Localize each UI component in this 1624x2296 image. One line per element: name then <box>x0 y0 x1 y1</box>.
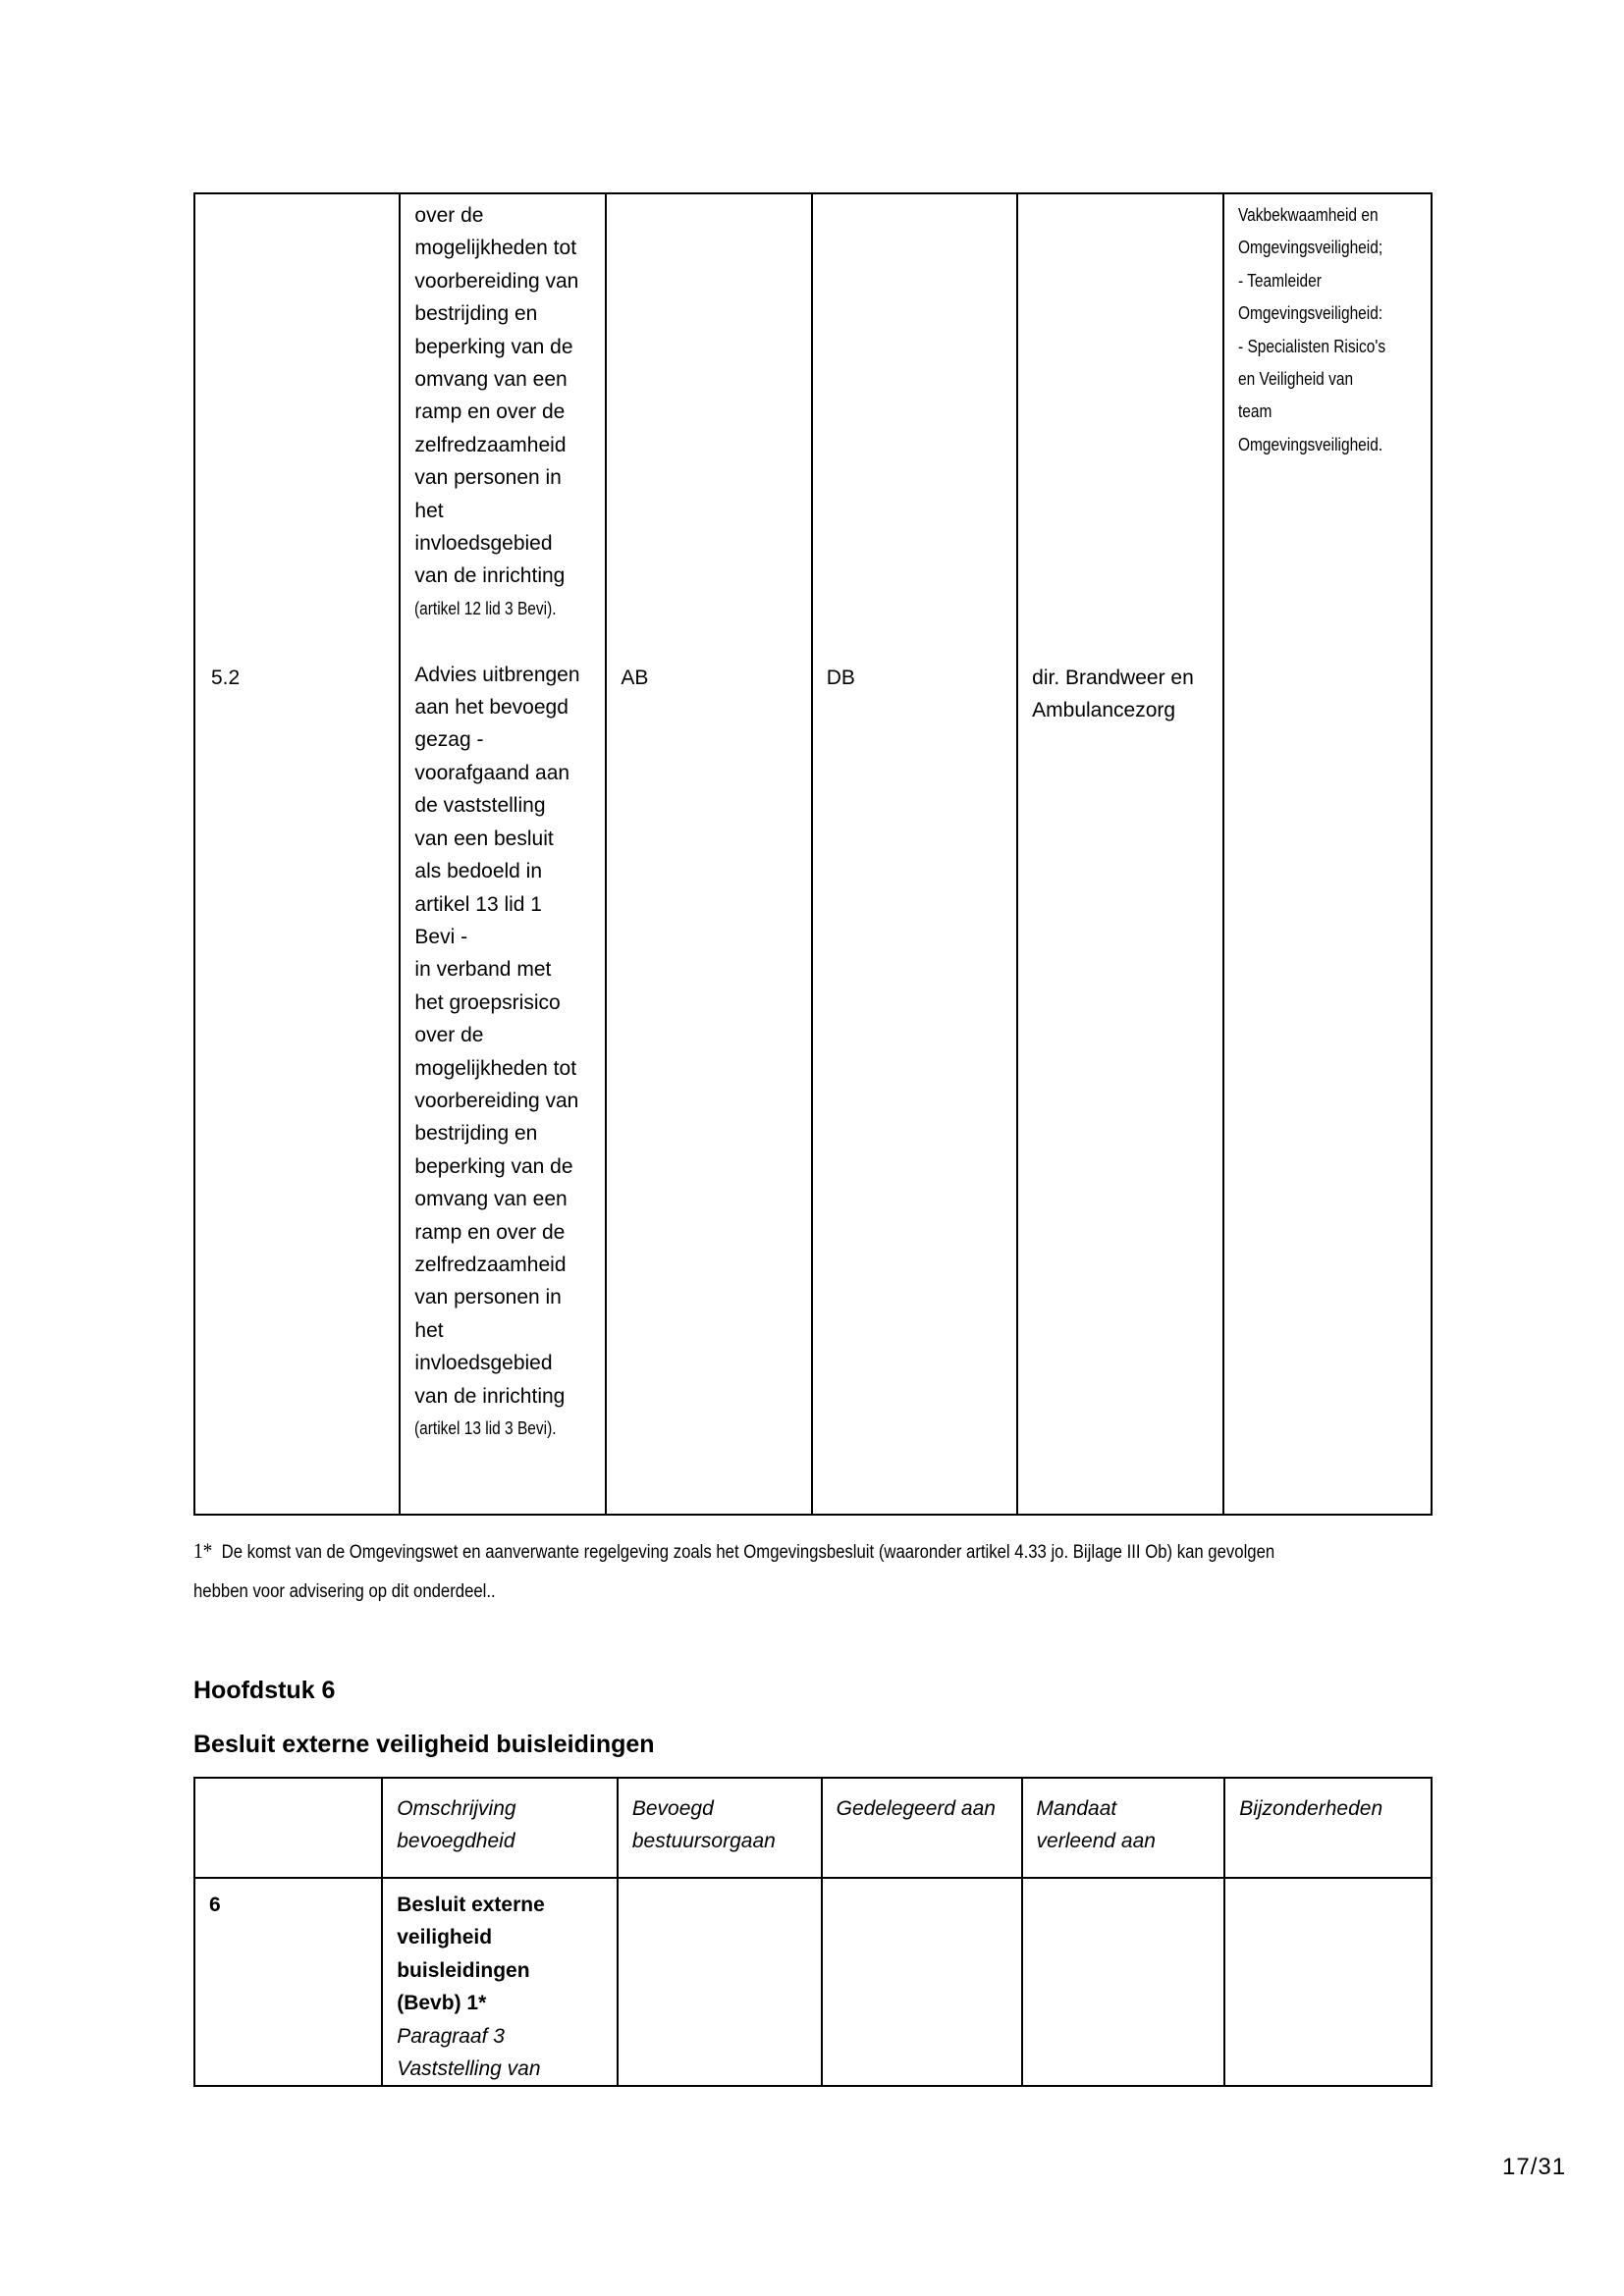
particulars-text <box>1238 199 1431 461</box>
chapter-heading: Hoofdstuk 6 <box>193 1677 336 1704</box>
text-line: zelfredzaamheid <box>414 433 567 456</box>
legal-reference: (artikel 12 lid 3 Bevi). <box>414 598 557 618</box>
header-label: Omschrijving <box>397 1797 516 1820</box>
text-line: in verband met <box>414 958 552 982</box>
header-cell <box>1224 1778 1432 1878</box>
header-label: bestuursorgaan <box>631 1830 776 1853</box>
competent-authority-cell <box>606 193 811 1515</box>
text-line: ramp en over de <box>414 1220 566 1244</box>
text-line: invloedsgebied <box>414 1352 553 1375</box>
footnote-marker: 1* <box>193 1538 213 1563</box>
header-cell <box>1022 1778 1225 1878</box>
description-line: buisleidingen <box>397 1958 530 1982</box>
description-line: Paragraaf 3 <box>397 2024 505 2048</box>
header-label: Bevoegd <box>631 1797 714 1820</box>
header-cell <box>194 1778 382 1878</box>
mandate-cell <box>1017 193 1223 1515</box>
empty-cell <box>1224 1878 1432 2086</box>
text-line: van de inrichting <box>414 564 566 588</box>
mandate-line: dir. Brandweer en <box>1032 667 1194 689</box>
text-line: aan het bevoegd <box>414 696 568 720</box>
description-cell <box>400 193 606 1515</box>
text-line: van personen in <box>414 466 562 490</box>
text-line: ramp en over de <box>414 400 566 424</box>
competence-table-continued <box>193 192 1433 1516</box>
legal-reference: (artikel 13 lid 3 Bevi). <box>414 1418 557 1439</box>
text-line: Bevi - <box>414 925 468 948</box>
section-title: Besluit externe veiligheid buisleidingen <box>193 1731 655 1758</box>
header-label: bevoegdheid <box>397 1830 515 1853</box>
description-line: Besluit externe <box>397 1894 545 1916</box>
text-line: het <box>414 499 444 522</box>
delegated-to: DB <box>826 667 855 689</box>
text-line: het groepsrisico <box>414 990 561 1014</box>
header-cell <box>822 1778 1022 1878</box>
empty-cell <box>618 1878 822 2086</box>
text-line: bestrijding en <box>414 1122 538 1146</box>
header-label: Bijzonderheden <box>1239 1797 1383 1820</box>
text-line: Omgevingsveiligheid. <box>1238 434 1383 454</box>
text-line: mogelijkheden tot <box>414 1056 577 1080</box>
text-line: over de <box>414 1024 484 1047</box>
text-line: van de inrichting <box>414 1384 566 1408</box>
row-number: 5.2 <box>211 667 241 689</box>
text-line: beperking van de <box>414 335 573 358</box>
text-line: bestrijding en <box>414 302 538 326</box>
header-cell <box>618 1778 822 1878</box>
table-row <box>194 1878 1432 2086</box>
header-label: Gedelegeerd aan <box>836 1797 996 1820</box>
text-line: Vakbekwaamheid en <box>1238 205 1379 225</box>
text-line: als bedoeld in <box>414 860 543 883</box>
text-line: de vaststelling <box>414 794 546 818</box>
description-line: (Bevb) 1* <box>397 1992 487 2015</box>
header-label: Mandaat <box>1036 1797 1117 1820</box>
text-line: team <box>1238 401 1272 422</box>
table-header-row <box>194 1778 1432 1878</box>
description-text-b <box>414 659 605 1413</box>
footnote-text: De komst van de Omgevingswet en aanverwante regelgeving zoals het Omgevingsbesluit (waaronder artikel 4.33 jo. Bijlage III Ob) kan gevolgen <box>221 1542 1275 1563</box>
text-line: mogelijkheden tot <box>414 237 577 260</box>
footnote-text: hebben voor advisering op dit onderdeel.. <box>193 1581 496 1602</box>
text-line: omvang van een <box>414 1188 568 1211</box>
header-cell <box>382 1778 618 1878</box>
header-label: verleend aan <box>1036 1830 1156 1853</box>
delegated-to-cell <box>812 193 1017 1515</box>
text-line: het <box>414 1318 444 1342</box>
empty-cell <box>822 1878 1022 2086</box>
text-line: artikel 13 lid 1 <box>414 892 542 916</box>
footnote <box>193 1531 1433 1612</box>
text-line: van personen in <box>414 1286 562 1309</box>
description-line: veiligheid <box>397 1926 493 1949</box>
text-line: over de <box>414 204 484 227</box>
text-line: zelfredzaamheid <box>414 1253 567 1276</box>
text-line: Omgevingsveiligheid; <box>1238 238 1383 258</box>
text-line: Omgevingsveiligheid: <box>1238 303 1383 324</box>
mandate-line: Ambulancezorg <box>1032 699 1176 722</box>
particulars-cell <box>1223 193 1432 1515</box>
text-line: Advies uitbrengen <box>414 663 580 686</box>
competent-authority: AB <box>621 667 649 689</box>
text-line: en Veiligheid van <box>1238 369 1354 390</box>
text-line: - Teamleider <box>1238 270 1322 291</box>
empty-cell <box>1022 1878 1225 2086</box>
text-line: voorbereiding van <box>414 269 579 293</box>
number-cell <box>194 193 400 1515</box>
competence-table <box>193 1777 1433 2087</box>
text-line: omvang van een <box>414 368 568 392</box>
text-line: beperking van de <box>414 1154 573 1178</box>
text-line: gezag - <box>414 728 484 752</box>
text-line: - Specialisten Risico's <box>1238 336 1386 356</box>
page-number: 17/31 <box>1502 2154 1567 2180</box>
text-line: van een besluit <box>414 827 554 850</box>
text-line: voorbereiding van <box>414 1089 579 1112</box>
text-line: voorafgaand aan <box>414 761 570 784</box>
row-number: 6 <box>209 1894 221 1916</box>
description-cell <box>382 1878 618 2086</box>
number-cell <box>194 1878 382 2086</box>
description-text-a <box>414 199 605 593</box>
text-line: invloedsgebied <box>414 532 553 556</box>
description-line: Vaststelling van <box>397 2057 541 2081</box>
